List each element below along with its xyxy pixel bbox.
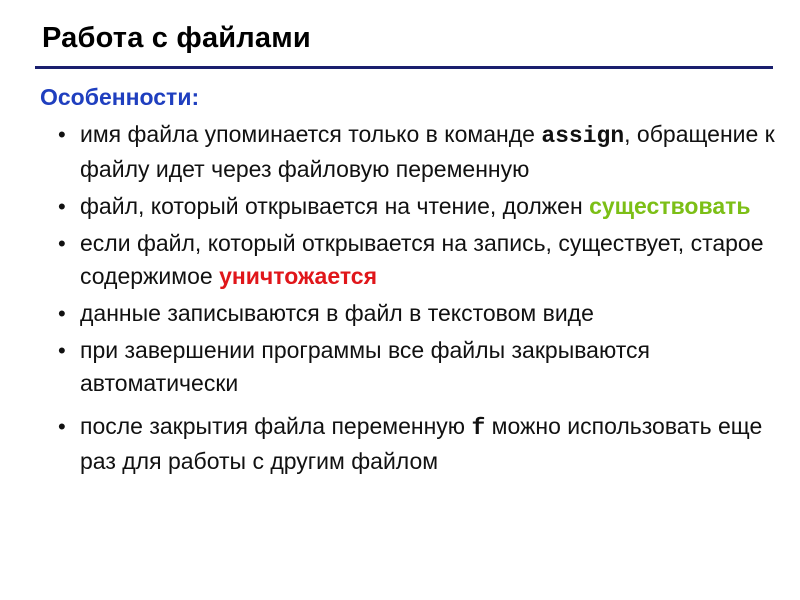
bullet-text: можно использовать еще раз для работы с другим файлом — [80, 413, 763, 474]
bullet-item-5 — [58, 334, 783, 400]
bullet-text: имя файла упоминается только в команде — [80, 121, 542, 147]
code-keyword: assign — [541, 123, 625, 149]
bullet-item-4 — [58, 297, 783, 330]
bullet-text: файл, который открывается на чтение, должен — [80, 193, 590, 219]
bullet-text: данные записываются в файл в текстовом виде — [80, 300, 594, 326]
bullet-dot-icon: • — [58, 301, 66, 326]
bullet-item-2 — [58, 190, 783, 223]
bullet-text: после закрытия файла переменную — [80, 413, 472, 439]
highlight-green: существовать — [589, 193, 751, 219]
section-heading: Особенности: — [40, 84, 200, 110]
bullet-item-1 — [58, 118, 783, 186]
slide-title: Работа с файлами — [42, 22, 311, 54]
bullet-item-6 — [58, 410, 783, 478]
bullet-text: , обращение к файлу идет через файловую переменную — [80, 121, 775, 182]
title-divider — [35, 66, 773, 69]
bullet-dot-icon: • — [58, 338, 66, 363]
bullet-item-3 — [58, 227, 783, 293]
bullet-list — [58, 118, 783, 482]
bullet-dot-icon: • — [58, 122, 66, 147]
bullet-dot-icon: • — [58, 414, 66, 439]
bullet-text: при завершении программы все файлы закрываются автоматически — [80, 337, 650, 396]
bullet-dot-icon: • — [58, 194, 66, 219]
code-keyword: f — [471, 415, 486, 441]
bullet-dot-icon: • — [58, 231, 66, 256]
highlight-red: уничтожается — [219, 263, 378, 289]
bullet-text: если файл, который открывается на запись, существует, старое содержимое — [80, 230, 764, 289]
